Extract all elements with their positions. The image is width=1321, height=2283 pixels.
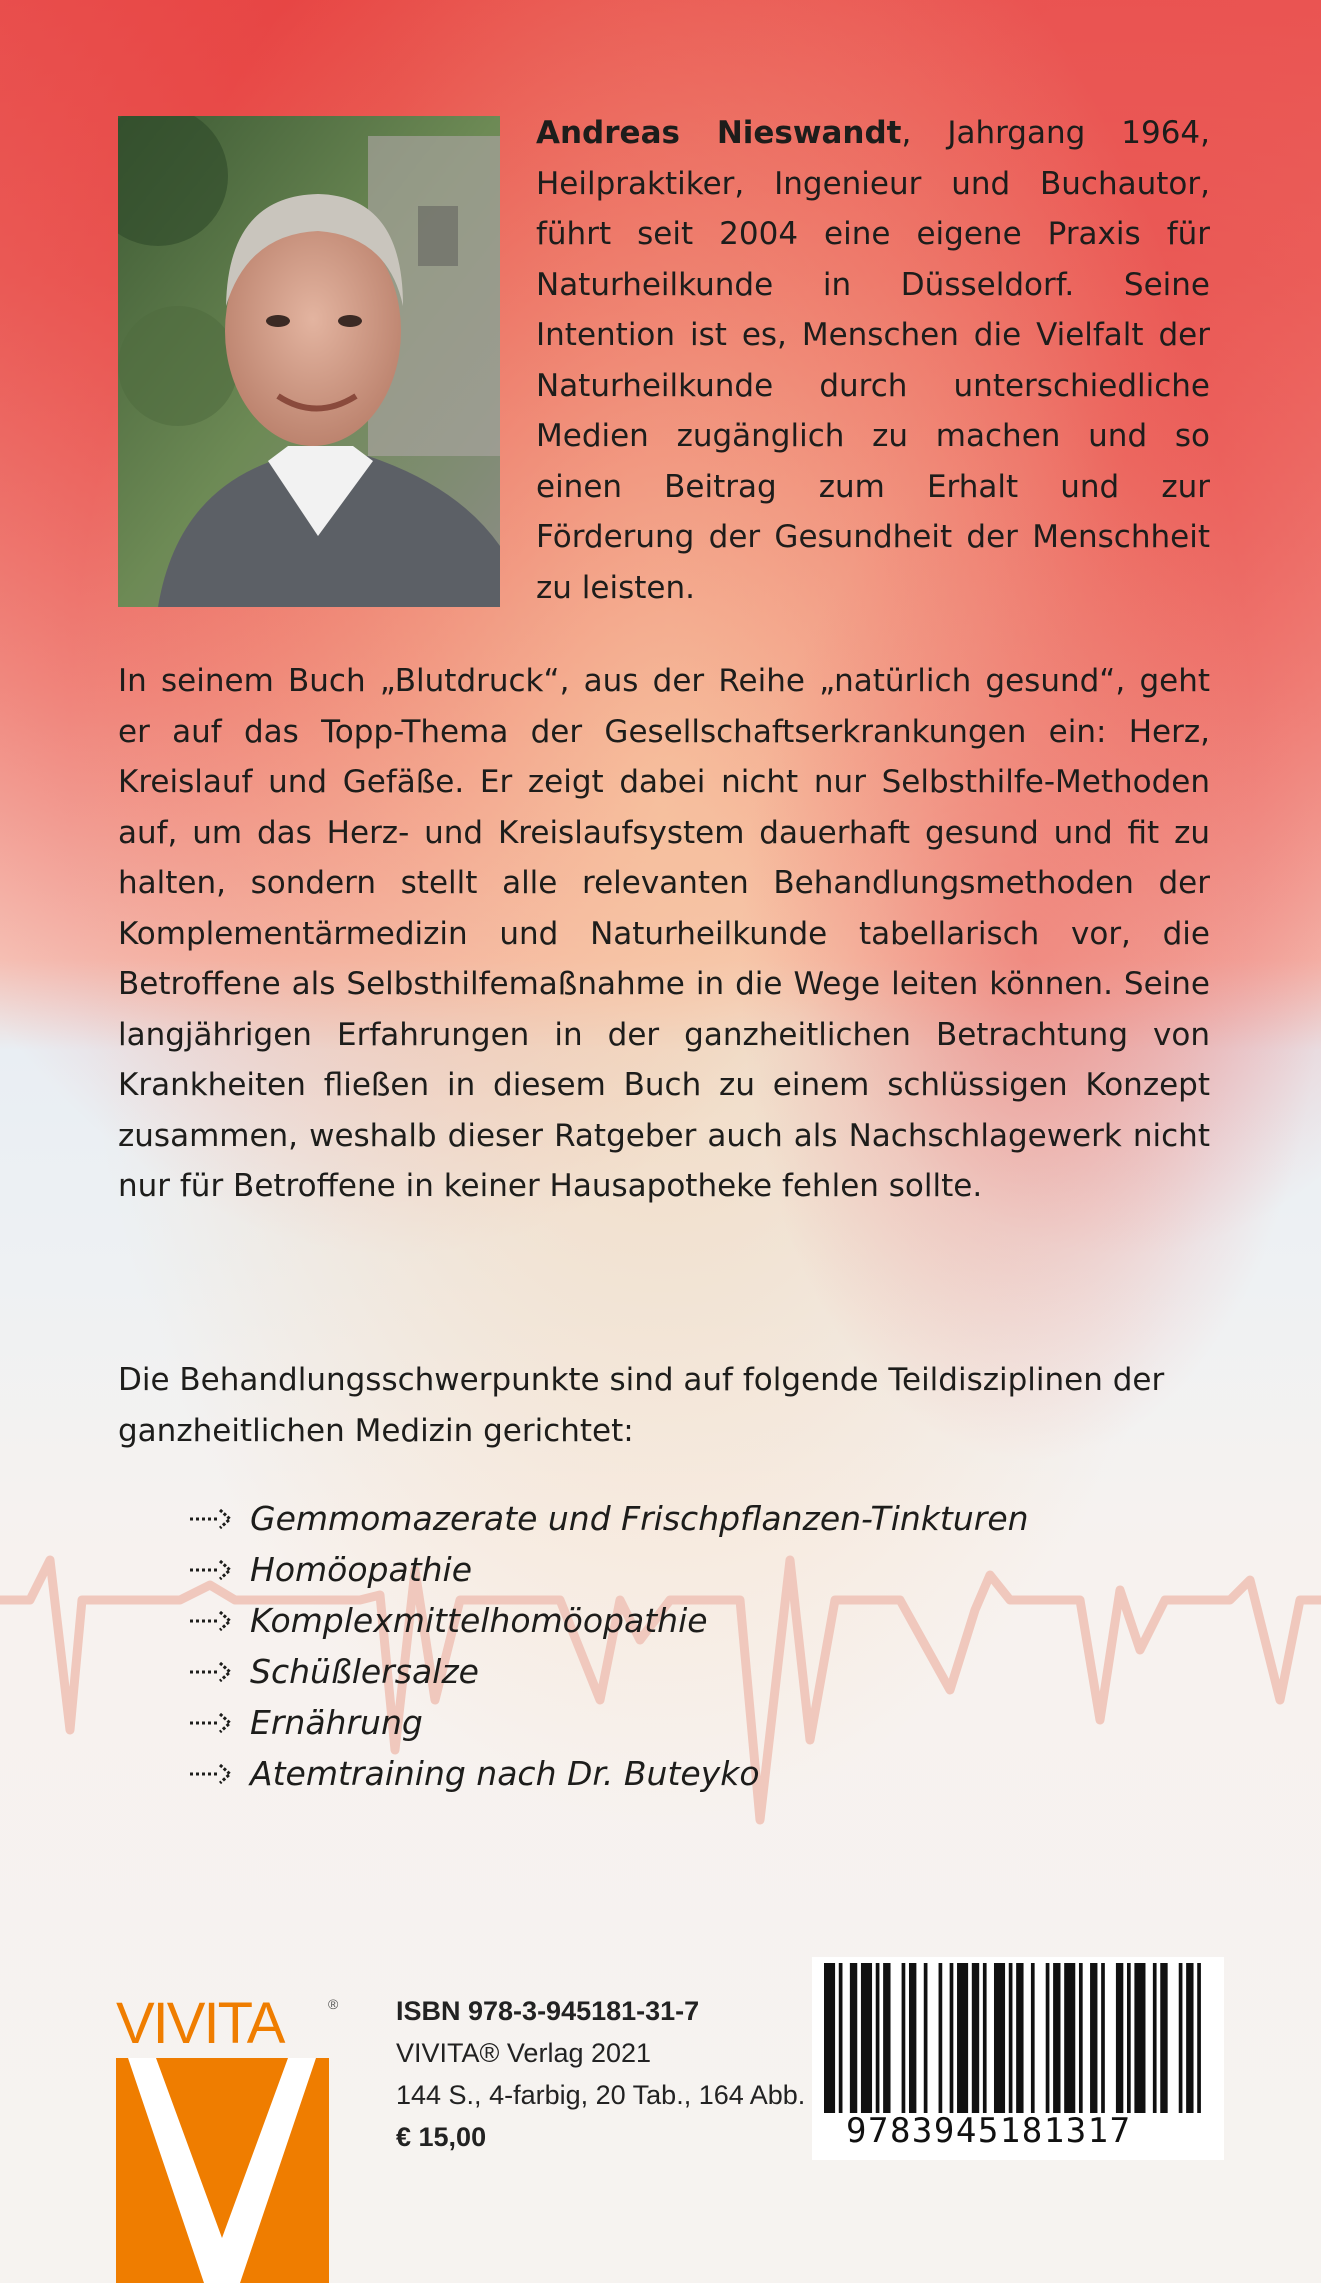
barcode-bar <box>1053 1963 1060 2113</box>
barcode-bar <box>1186 1963 1193 2113</box>
barcode-bar <box>902 1963 906 2113</box>
author-photo <box>118 116 500 607</box>
registered-mark: ® <box>328 1996 339 2012</box>
barcode-bar <box>861 1963 872 2113</box>
barcode-bar <box>950 1963 954 2113</box>
barcode-bar <box>1101 1963 1105 2113</box>
list-item <box>190 1748 1029 1799</box>
barcode-bar <box>1127 1963 1131 2113</box>
imprint-info <box>396 1990 805 2158</box>
list-item <box>190 1595 1029 1646</box>
barcode-bar <box>957 1963 968 2113</box>
dotted-arrow-icon <box>190 1763 236 1785</box>
barcode-bar <box>839 1963 843 2113</box>
author-bio-text: , Jahrgang 1964, Heilpraktiker, Ingenieur und Buchautor, führt seit 2004 eine eigene Praxis für Naturheilkunde in Düsseldorf. Seine Intention ist es, Menschen die Vielfalt der Naturheilkunde durch unterschiedliche Medien zugänglich zu machen und so einen Beitrag zum Erhalt und zur Förderung der Gesundheit der Menschheit zu leisten. <box>536 115 1210 606</box>
barcode-bar <box>1153 1963 1157 2113</box>
dotted-arrow-icon <box>190 1508 236 1530</box>
dotted-arrow-icon <box>190 1661 236 1683</box>
barcode-bar <box>876 1963 880 2113</box>
barcode-bar <box>883 1963 890 2113</box>
barcode-bar <box>1197 1963 1201 2113</box>
barcode-bar <box>983 1963 987 2113</box>
discipline-label: Ernährung <box>250 1703 423 1742</box>
discipline-label: Atemtraining nach Dr. Buteyko <box>250 1754 760 1793</box>
focus-intro: Die Behandlungsschwerpunkte sind auf folgende Teildisziplinen der ganzheitlichen Medizin gerichtet: <box>118 1362 1165 1449</box>
barcode-bar <box>1116 1963 1123 2113</box>
barcode-bar <box>1046 1963 1050 2113</box>
discipline-label: Gemmomazerate und Frischpflanzen-Tinkturen <box>250 1499 1029 1538</box>
dotted-arrow-icon <box>190 1610 236 1632</box>
barcode-bar <box>1179 1963 1183 2113</box>
barcode-bar <box>1079 1963 1083 2113</box>
discipline-list <box>190 1493 1029 1799</box>
isbn-barcode <box>812 1957 1224 2160</box>
barcode-bar <box>1134 1963 1145 2113</box>
barcode-bar <box>1016 1963 1023 2113</box>
dotted-arrow-icon <box>190 1559 236 1581</box>
book-details: 144 S., 4-farbig, 20 Tab., 164 Abb. <box>396 2080 806 2110</box>
barcode-bar <box>909 1963 916 2113</box>
list-item <box>190 1544 1029 1595</box>
dotted-arrow-icon <box>190 1712 236 1734</box>
author-bio <box>536 108 1210 613</box>
book-description: In seinem Buch „Blutdruck“, aus der Reihe „natürlich gesund“, geht er auf das Topp-Thema der Gesellschaftserkrankungen ein: Herz, Kreislauf und Gefäße. Er zeigt dabei nicht nur Selbsthilfe-Methoden auf, um das Herz- und Kreislaufsystem dauerhaft gesund und fit zu halten, sondern stellt alle relevanten Behandlungsmethoden der Komplementärmedizin und Naturheilkunde tabellarisch vor, die Betroffene als Selbsthilfemaßnahme in die Wege leiten können. Seine langjährigen Erfahrungen in der ganzheitlichen Betrachtung von Krankheiten fließen in diesem Buch zu einem schlüssigen Konzept zusammen, weshalb dieser Ratgeber auch als Nachschlagewerk nicht nur für Betroffene in keiner Hausapotheke fehlen sollte. <box>118 663 1210 1204</box>
list-item <box>190 1697 1029 1748</box>
list-item <box>190 1646 1029 1697</box>
barcode-bar <box>824 1963 835 2113</box>
barcode-digits: 9783945181317 <box>846 2111 1132 2151</box>
isbn: ISBN 978-3-945181-31-7 <box>396 1996 700 2026</box>
barcode-bar <box>850 1963 857 2113</box>
logo-wordmark: VIVITA <box>116 1991 284 2056</box>
barcode-bar <box>1160 1963 1167 2113</box>
discipline-label: Homöopathie <box>250 1550 473 1589</box>
barcode-bar <box>1064 1963 1075 2113</box>
vivita-logo <box>116 1991 339 2283</box>
discipline-label: Schüßlersalze <box>250 1652 479 1691</box>
barcode-bar <box>1009 1963 1013 2113</box>
author-name: Andreas Nieswandt <box>536 115 902 151</box>
logo-v-icon <box>116 2058 329 2283</box>
publisher-year: VIVITA® Verlag 2021 <box>396 2038 652 2068</box>
barcode-bars <box>824 1963 1212 2113</box>
barcode-bar <box>1090 1963 1097 2113</box>
list-item <box>190 1493 1029 1544</box>
barcode-bar <box>939 1963 943 2113</box>
barcode-bar <box>994 1963 1005 2113</box>
barcode-bar <box>1031 1963 1035 2113</box>
barcode-bar <box>924 1963 928 2113</box>
price: € 15,00 <box>396 2122 487 2152</box>
barcode-bar <box>972 1963 979 2113</box>
discipline-label: Komplexmittelhomöopathie <box>250 1601 708 1640</box>
